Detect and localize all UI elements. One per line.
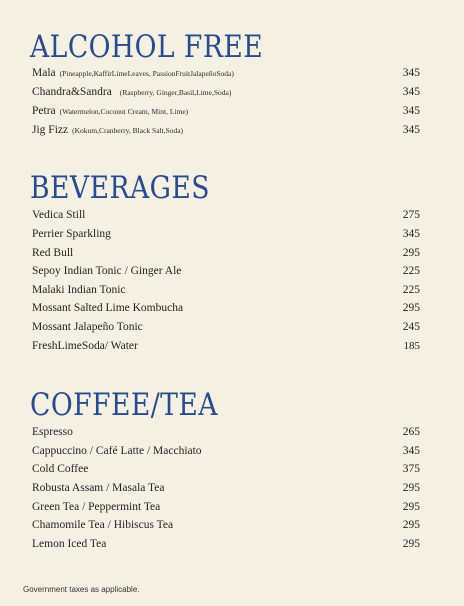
item-price: 225 [402,284,420,296]
item-price: 295 [402,519,420,531]
item-name: Espresso [32,426,73,438]
item-name: Chandra&Sandra [32,86,112,98]
section-title-beverages: BEVERAGES [30,170,210,206]
item-description: (Kokum,Cranberry, Black Salt,Soda) [72,126,184,135]
item-name: Vedica Still [32,209,86,221]
item-price: 245 [402,321,420,333]
item-price: 345 [402,105,420,117]
menu-item [32,482,420,500]
menu-item [32,538,420,556]
item-name: Petra [32,105,56,117]
menu-item [32,284,420,302]
menu-item [32,67,420,85]
item-name: Chamomile Tea / Hibiscus Tea [32,519,174,531]
menu-item [32,501,420,519]
menu-item [32,340,420,358]
menu-item [32,265,420,283]
item-name: FreshLimeSoda/ Water [32,340,138,352]
item-price: 345 [402,67,420,79]
item-price: 275 [402,209,420,221]
menu-item [32,247,420,265]
item-price: 345 [402,124,420,136]
menu-item [32,302,420,320]
item-price: 345 [402,445,420,457]
tax-footnote: Government taxes as applicable. [23,585,140,594]
item-price: 265 [402,426,420,438]
item-name: Mossant Salted Lime Kombucha [32,302,184,314]
menu-item [32,124,420,142]
item-name: Cappuccino / Café Latte / Macchiato [32,445,202,457]
item-name: Robusta Assam / Masala Tea [32,482,165,494]
item-price: 345 [402,228,420,240]
menu-item [32,86,420,104]
item-price: 295 [402,482,420,494]
item-name: Mossant Jalapeño Tonic [32,321,143,333]
menu-item [32,209,420,227]
item-description: (Pineapple,KaffirLimeLeaves, PassionFruitJalapeñoSoda) [59,69,234,78]
menu-item [32,228,420,246]
section-title-alcohol-free: ALCOHOL FREE [30,29,264,65]
item-price: 295 [402,247,420,259]
item-name: Red Bull [32,247,74,259]
item-name: Sepoy Indian Tonic / Ginger Ale [32,265,182,277]
item-price: 225 [402,265,420,277]
menu-item [32,445,420,463]
item-name: Mala [32,67,56,79]
item-name: Malaki Indian Tonic [32,284,126,296]
item-price: 345 [402,86,420,98]
menu-item [32,105,420,123]
menu-item [32,519,420,537]
item-name: Cold Coffee [32,463,89,475]
item-price: 185 [403,340,420,352]
menu-item [32,426,420,444]
menu-item [32,321,420,339]
menu-item [32,463,420,481]
item-name: Green Tea / Peppermint Tea [32,501,161,513]
item-name: Jig Fizz [32,124,69,136]
item-price: 375 [402,463,420,475]
item-price: 295 [402,302,420,314]
item-price: 295 [402,501,420,513]
item-description: (Raspberry, Ginger,Basil,Lime,Soda) [119,88,232,97]
item-description: (Watermelon,Coconut Cream, Mint, Lime) [59,107,189,116]
item-price: 295 [402,538,420,550]
item-name: Perrier Sparkling [32,228,111,240]
section-title-coffee-tea: COFFEE/TEA [30,387,218,423]
item-name: Lemon Iced Tea [32,538,107,550]
